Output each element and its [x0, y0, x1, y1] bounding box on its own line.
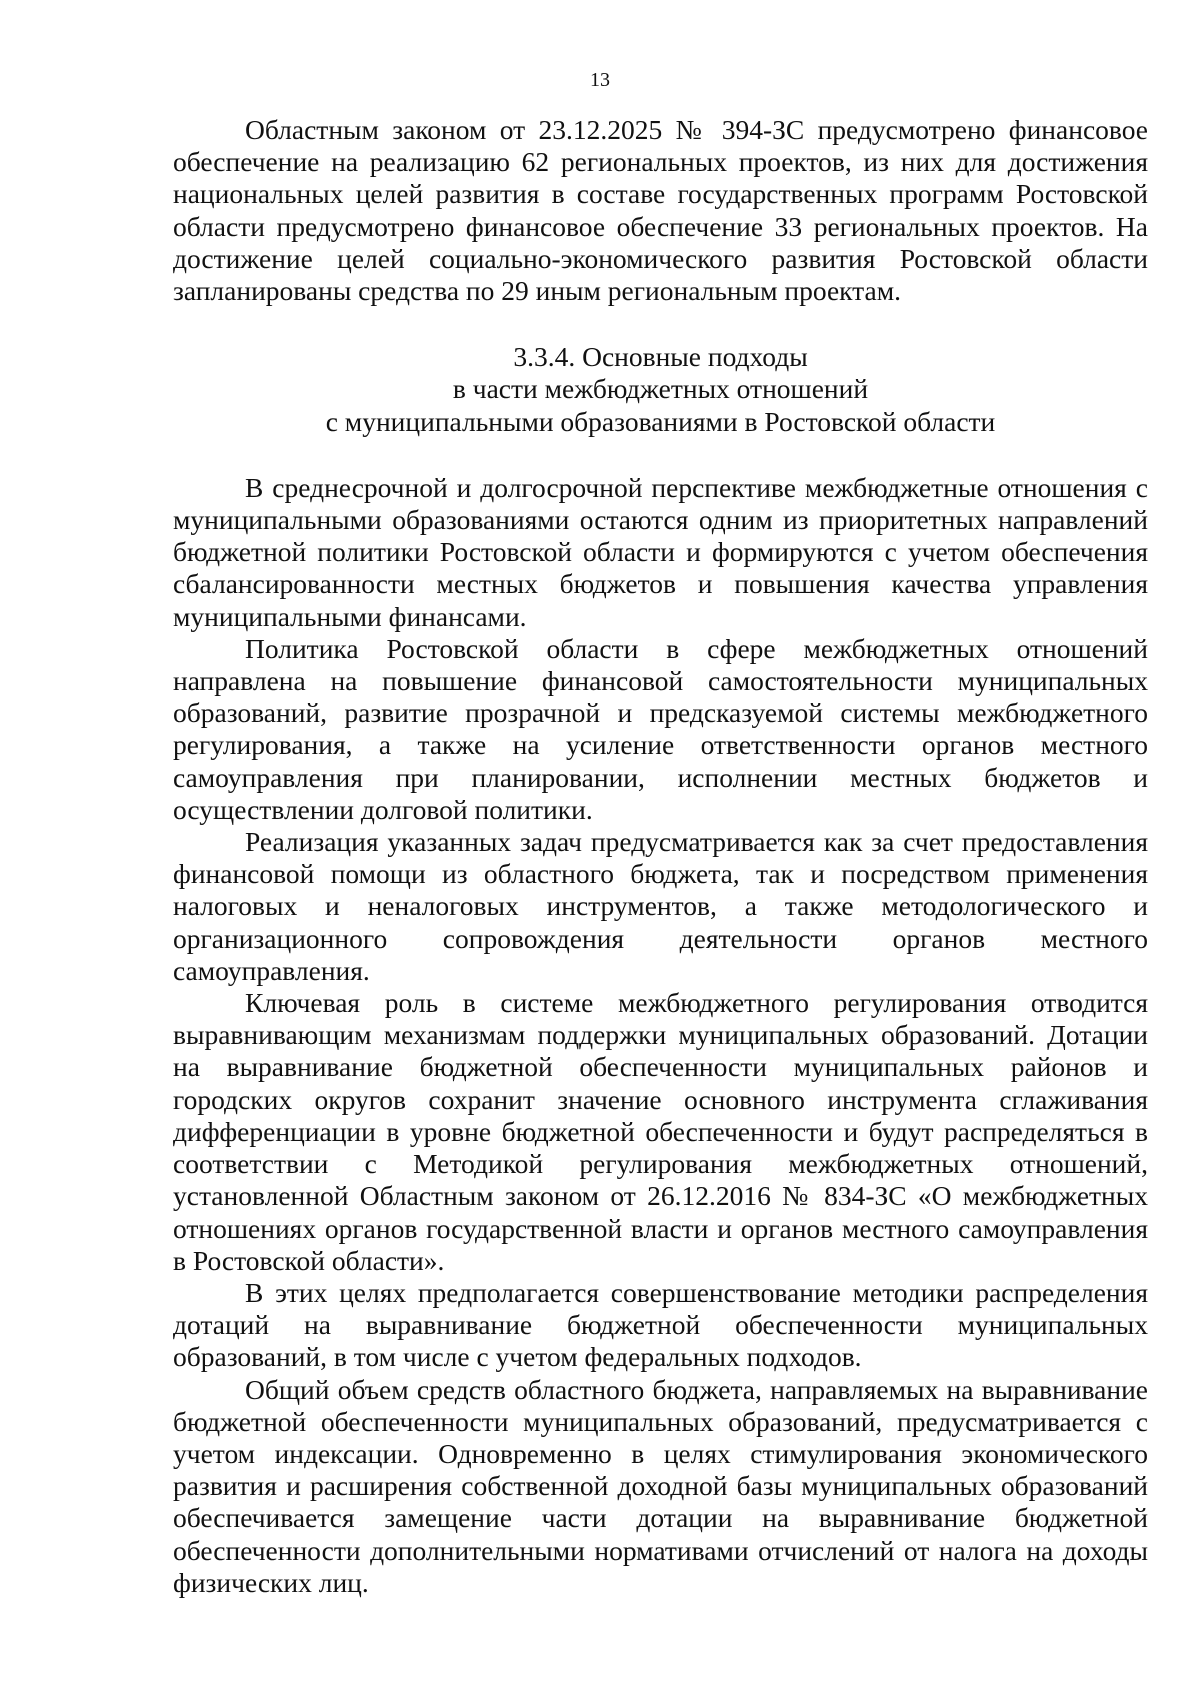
paragraph: Областным законом от 23.12.2025 № 394-ЗС предусмотрено финансовое обеспечение на реализацию 62 региональных проектов, из них для достижения национальных целей развития в составе государственных программ Ростовской области предусмотрено финансовое обеспечение 33 региональных проектов. На достижение целей социально-экономического развития Ростовской области запланированы средства по 29 иным региональным проектам.: [173, 114, 1148, 307]
section-heading: [173, 341, 1148, 438]
paragraph: В среднесрочной и долгосрочной перспективе межбюджетные отношения с муниципальными образованиями остаются одним из приоритетных направлений бюджетной политики Ростовской области и формируются с учетом обеспечения сбалансированности местных бюджетов и повышения качества управления муниципальными финансами.: [173, 471, 1148, 632]
paragraph: В этих целях предполагается совершенствование методики распределения дотаций на выравнивание бюджетной обеспеченности муниципальных образований, в том числе с учетом федеральных подходов.: [173, 1276, 1148, 1373]
section-heading-line: 3.3.4. Основные подходы: [513, 341, 808, 373]
paragraph: Политика Ростовской области в сфере межбюджетных отношений направлена на повышение финансовой самостоятельности муниципальных образований, развитие прозрачной и предсказуемой системы межбюджетного регулирования, а также на усиление ответственности органов местного самоуправления при планировании, исполнении местных бюджетов и осуществлении долговой политики.: [173, 632, 1148, 825]
section-heading-line: с муниципальными образованиями в Ростовской области: [325, 405, 996, 437]
section-heading-line: в части межбюджетных отношений: [452, 373, 869, 405]
page-number: 13: [590, 69, 610, 91]
paragraph: Реализация указанных задач предусматривается как за счет предоставления финансовой помощи из областного бюджета, так и посредством применения налоговых и неналоговых инструментов, а также методологического и организационного сопровождения деятельности органов местного самоуправления.: [173, 826, 1148, 986]
paragraph: Общий объем средств областного бюджета, направляемых на выравнивание бюджетной обеспеченности муниципальных образований, предусматривается с учетом индексации. Одновременно в целях стимулирования экономического развития и расширения собственной доходной базы муниципальных образований обеспечивается замещение части дотации на выравнивание бюджетной обеспеченности дополнительными нормативами отчислений от налога на доходы физических лиц.: [173, 1373, 1148, 1598]
document-body: [173, 114, 1148, 1599]
paragraph: Ключевая роль в системе межбюджетного регулирования отводится выравнивающим механизмам поддержки муниципальных образований. Дотации на выравнивание бюджетной обеспеченности муниципальных районов и городских округов сохранит значение основного инструмента сглаживания дифференциации в уровне бюджетной обеспеченности и будут распределяться в соответствии с Методикой регулирования межбюджетных отношений, установленной Областным законом от 26.12.2016 № 834-ЗС «О межбюджетных отношениях органов государственной власти и органов местного самоуправления в Ростовской области».: [173, 987, 1148, 1276]
